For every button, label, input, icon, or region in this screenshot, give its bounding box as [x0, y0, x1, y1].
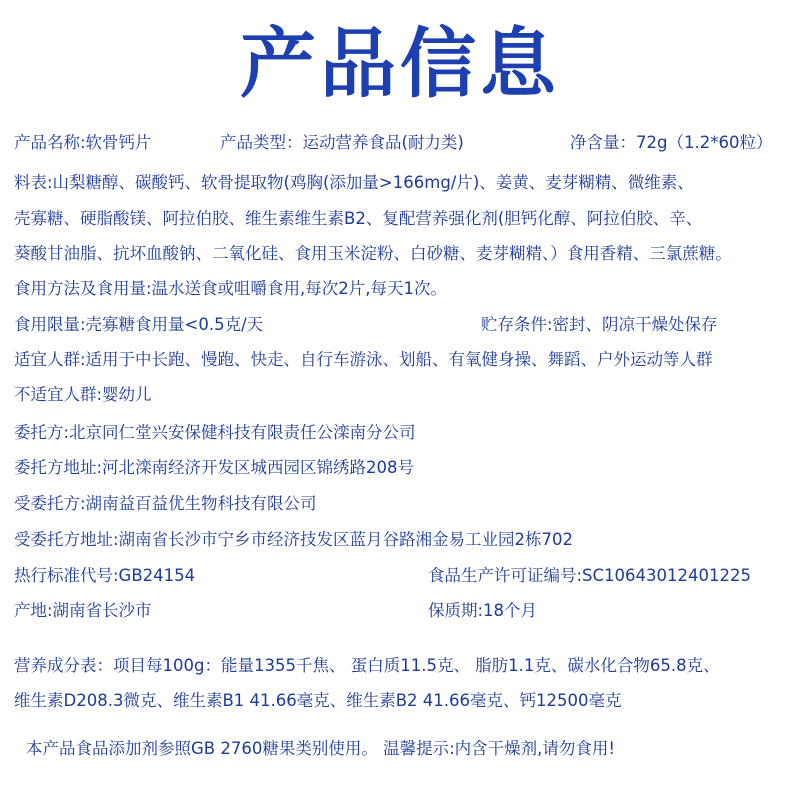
intake-limit: 食用限量:壳寡糖食用量<0.5克/天	[14, 315, 264, 334]
entrusted-party: 受委托方:湖南益百益优生物科技有限公司	[14, 494, 317, 513]
shelf-life: 保质期:18个月	[428, 601, 538, 620]
entruster: 委托方:北京同仁堂兴安保健科技有限责任公滦南分公司	[14, 423, 416, 442]
limit-storage-row	[14, 314, 718, 336]
product-type: 产品类型：运动营养食品(耐力类)	[220, 133, 464, 152]
production-license: 食品生产许可证编号:SC10643012401225	[428, 566, 752, 585]
nutrition-line-1: 营养成分表：项目每100g：能量1355千焦、 蛋白质11.5克、 脂肪1.1克、碳水化合物65.8克、	[14, 656, 720, 675]
ingredients-line-1: 料表:山梨糖醇、碳酸钙、软骨提取物(鸡胸(添加量>166mg/片)、姜黄、麦芽糊精、微维素、	[14, 173, 694, 192]
suitable-population: 适宜人群:适用于中长跑、慢跑、快走、自行车游泳、划船、有氧健身操、舞蹈、户外运动等人群	[14, 350, 713, 369]
origin: 产地:湖南省长沙市	[14, 601, 152, 620]
storage-conditions: 贮存条件:密封、阴凉干燥处保存	[481, 315, 718, 334]
product-name: 产品名称:软骨钙片	[14, 133, 152, 152]
unsuitable-population: 不适宜人群:婴幼儿	[14, 385, 152, 404]
usage-instructions: 食用方法及食用量:温水送食或咀嚼食用,每次2片,每天1次。	[14, 279, 448, 298]
page-title: 产品信息	[240, 19, 560, 108]
origin-shelf-row	[14, 600, 538, 622]
nutrition-line-2: 维生素D208.3微克、维生素B1 41.66毫克、维生素B2 41.66毫克、钙12500毫克	[14, 691, 622, 710]
ingredients-line-2: 壳寡糖、硬脂酸镁、阿拉伯胶、维生素维生素B2、复配营养强化剂(胆钙化醇、阿拉伯胶、辛、	[14, 209, 703, 228]
entrusted-address: 受委托方地址:湖南省长沙市宁乡市经济技发区蓝月谷路湘金易工业园2栋702	[14, 530, 574, 549]
footer-note: 本产品食品添加剂参照GB 2760糖果类别使用。 温馨提示:内含干燥剂,请勿食用!	[26, 739, 616, 758]
ingredients-line-3: 葵酸甘油脂、抗坏血酸钠、二氧化硅、食用玉米淀粉、白砂糖、麦芽糊精、）食用香精、三氯蔗糖。	[14, 244, 732, 263]
standard-license-row	[14, 565, 752, 587]
standard-code: 热行标准代号:GB24154	[14, 566, 196, 585]
entruster-address: 委托方地址:河北滦南经济开发区城西园区锦绣路208号	[14, 458, 415, 477]
product-summary-row	[14, 132, 773, 154]
net-content: 净含量：72g（1.2*60粒）	[570, 133, 773, 152]
